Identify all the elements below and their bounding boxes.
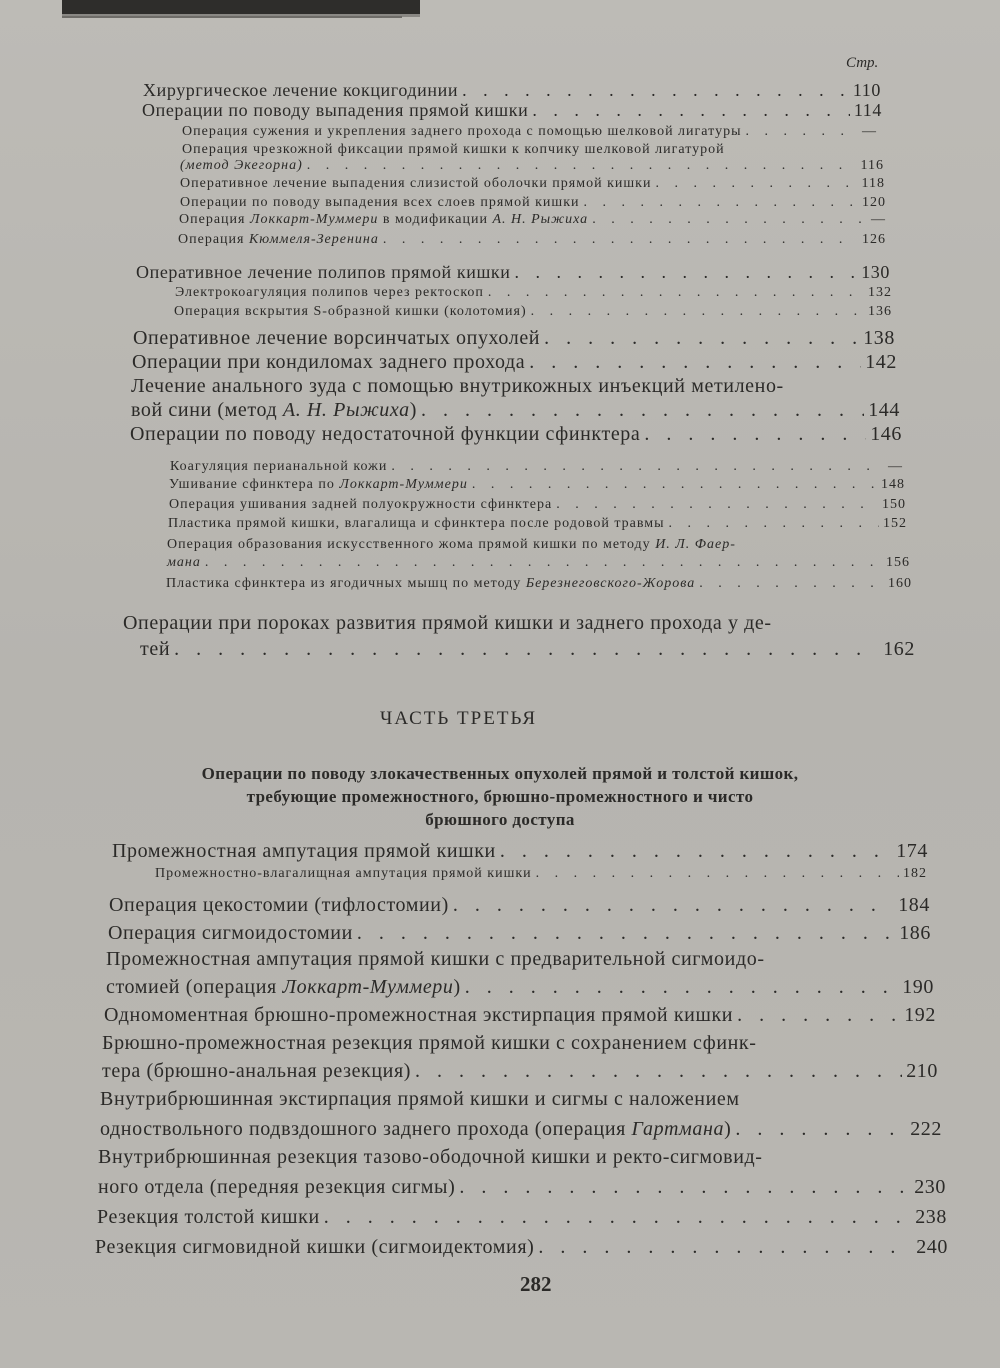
page-column-label: Стр. xyxy=(846,55,879,71)
toc-entry-continuation: стомией (операция Локкарт-Муммери) . . . 190 xyxy=(106,976,934,999)
toc-entry-continuation: ного отдела (передняя резекция сигмы) . . . 230 xyxy=(98,1176,946,1199)
toc-entry-continuation: тера (брюшно-анальная резекция) . . . 210 xyxy=(102,1060,938,1083)
toc-entry: Операция вскрытия S-образной кишки (колотомия) . . . 136 xyxy=(174,304,892,320)
page-number: 282 xyxy=(520,1272,552,1296)
toc-entry: Промежностная ампутация прямой кишки с предварительной сигмоидо- xyxy=(106,948,765,970)
toc-entry: Промежностная ампутация прямой кишки . . . 174 xyxy=(112,840,928,863)
toc-entry-continuation: тей . . . 162 xyxy=(140,638,915,661)
toc-entry: Операции по поводу выпадения всех слоев прямой кишки . . . 120 xyxy=(180,195,886,211)
toc-entry-continuation: вой сини (метод А. Н. Рыжиха) . . . 144 xyxy=(131,399,900,422)
toc-entry: Внутрибрюшинная экстирпация прямой кишки и сигмы с наложением xyxy=(100,1088,740,1110)
toc-entry: Промежностно-влагалищная ампутация прямой кишки . . . 182 xyxy=(155,866,927,882)
toc-entry: Резекция толстой кишки . . . 238 xyxy=(97,1206,947,1229)
toc-entry: Пластика сфинктера из ягодичных мышц по методу Березнеговского-Жорова . . . 160 xyxy=(166,576,912,592)
toc-entry: Коагуляция перианальной кожи . . . — xyxy=(170,459,903,475)
toc-entry-continuation: мана . . . 156 xyxy=(167,555,910,571)
toc-entry: Одномоментная брюшно-промежностная экстирпация прямой кишки . . . 192 xyxy=(104,1004,936,1027)
toc-entry: Внутрибрюшинная резекция тазово-ободочной кишки и ректо-сигмовид- xyxy=(98,1146,763,1168)
toc-entry: Резекция сигмовидной кишки (сигмоидектомия) . . . 240 xyxy=(95,1236,948,1259)
toc-entry: Лечение анального зуда с помощью внутрикожных инъекций метилено- xyxy=(131,375,784,397)
part-title: ЧАСТЬ ТРЕТЬЯ xyxy=(380,708,538,729)
toc-entry: Операция сужения и укрепления заднего прохода с помощью шелковой лигатуры . . . — xyxy=(182,124,877,140)
toc-entry: Операция ушивания задней полуокружности сфинктера . . . 150 xyxy=(169,497,906,513)
toc-entry: Оперативное лечение выпадения слизистой оболочки прямой кишки . . . 118 xyxy=(180,176,885,192)
toc-entry-continuation: (метод Экегорна) . . . 116 xyxy=(180,158,884,174)
toc-entry: Операция Кюммеля-Зеренина . . . 126 xyxy=(178,232,886,248)
toc-entry: Операция сигмоидостомии . . . 186 xyxy=(108,922,931,945)
toc-entry: Операции по поводу недостаточной функции сфинктера . . . 146 xyxy=(130,423,902,446)
toc-entry: Операция цекостомии (тифлостомии) . . . 184 xyxy=(109,894,930,917)
toc-entry: Операция Локкарт-Муммери в модификации А. Н. Рыжиха . . . — xyxy=(179,212,886,228)
toc-entry: Оперативное лечение ворсинчатых опухолей . . . 138 xyxy=(133,327,895,350)
toc-entry: Операции при кондиломах заднего прохода . . . 142 xyxy=(132,351,897,374)
part-heading-line: Операции по поводу злокачественных опухолей прямой и толстой кишок, xyxy=(201,764,799,783)
toc-entry: Оперативное лечение полипов прямой кишки . . . 130 xyxy=(136,262,890,283)
toc-entry: Пластика прямой кишки, влагалища и сфинктера после родовой травмы . . . 152 xyxy=(168,516,907,532)
toc-entry: Операции при пороках развития прямой кишки и заднего прохода у де- xyxy=(123,612,772,634)
toc-entry: Операция образования искусственного жома прямой кишки по методу И. Л. Фаер- xyxy=(167,537,736,552)
toc-entry-continuation: одноствольного подвздошного заднего прохода (операция Гартмана) . . . 222 xyxy=(100,1118,942,1141)
toc-entry: Операции по поводу выпадения прямой кишки . . . 114 xyxy=(142,100,882,121)
toc-entry: Операция чрезкожной фиксации прямой кишки к копчику шелковой лигатурой xyxy=(182,142,725,157)
toc-entry: Хирургическое лечение кокцигодинии . . . 110 xyxy=(143,80,881,101)
toc-entry: Ушивание сфинктера по Локкарт-Муммери . . . 148 xyxy=(169,477,905,493)
top-rule xyxy=(62,0,420,17)
part-heading-line: брюшного доступа xyxy=(425,810,575,829)
part-heading-line: требующие промежностного, брюшно-промежностного и чисто xyxy=(246,787,754,806)
toc-entry: Брюшно-промежностная резекция прямой кишки с сохранением сфинк- xyxy=(102,1032,757,1054)
top-rule-thin xyxy=(62,16,402,18)
toc-entry: Электрокоагуляция полипов через ректоскоп . . . 132 xyxy=(175,285,892,301)
